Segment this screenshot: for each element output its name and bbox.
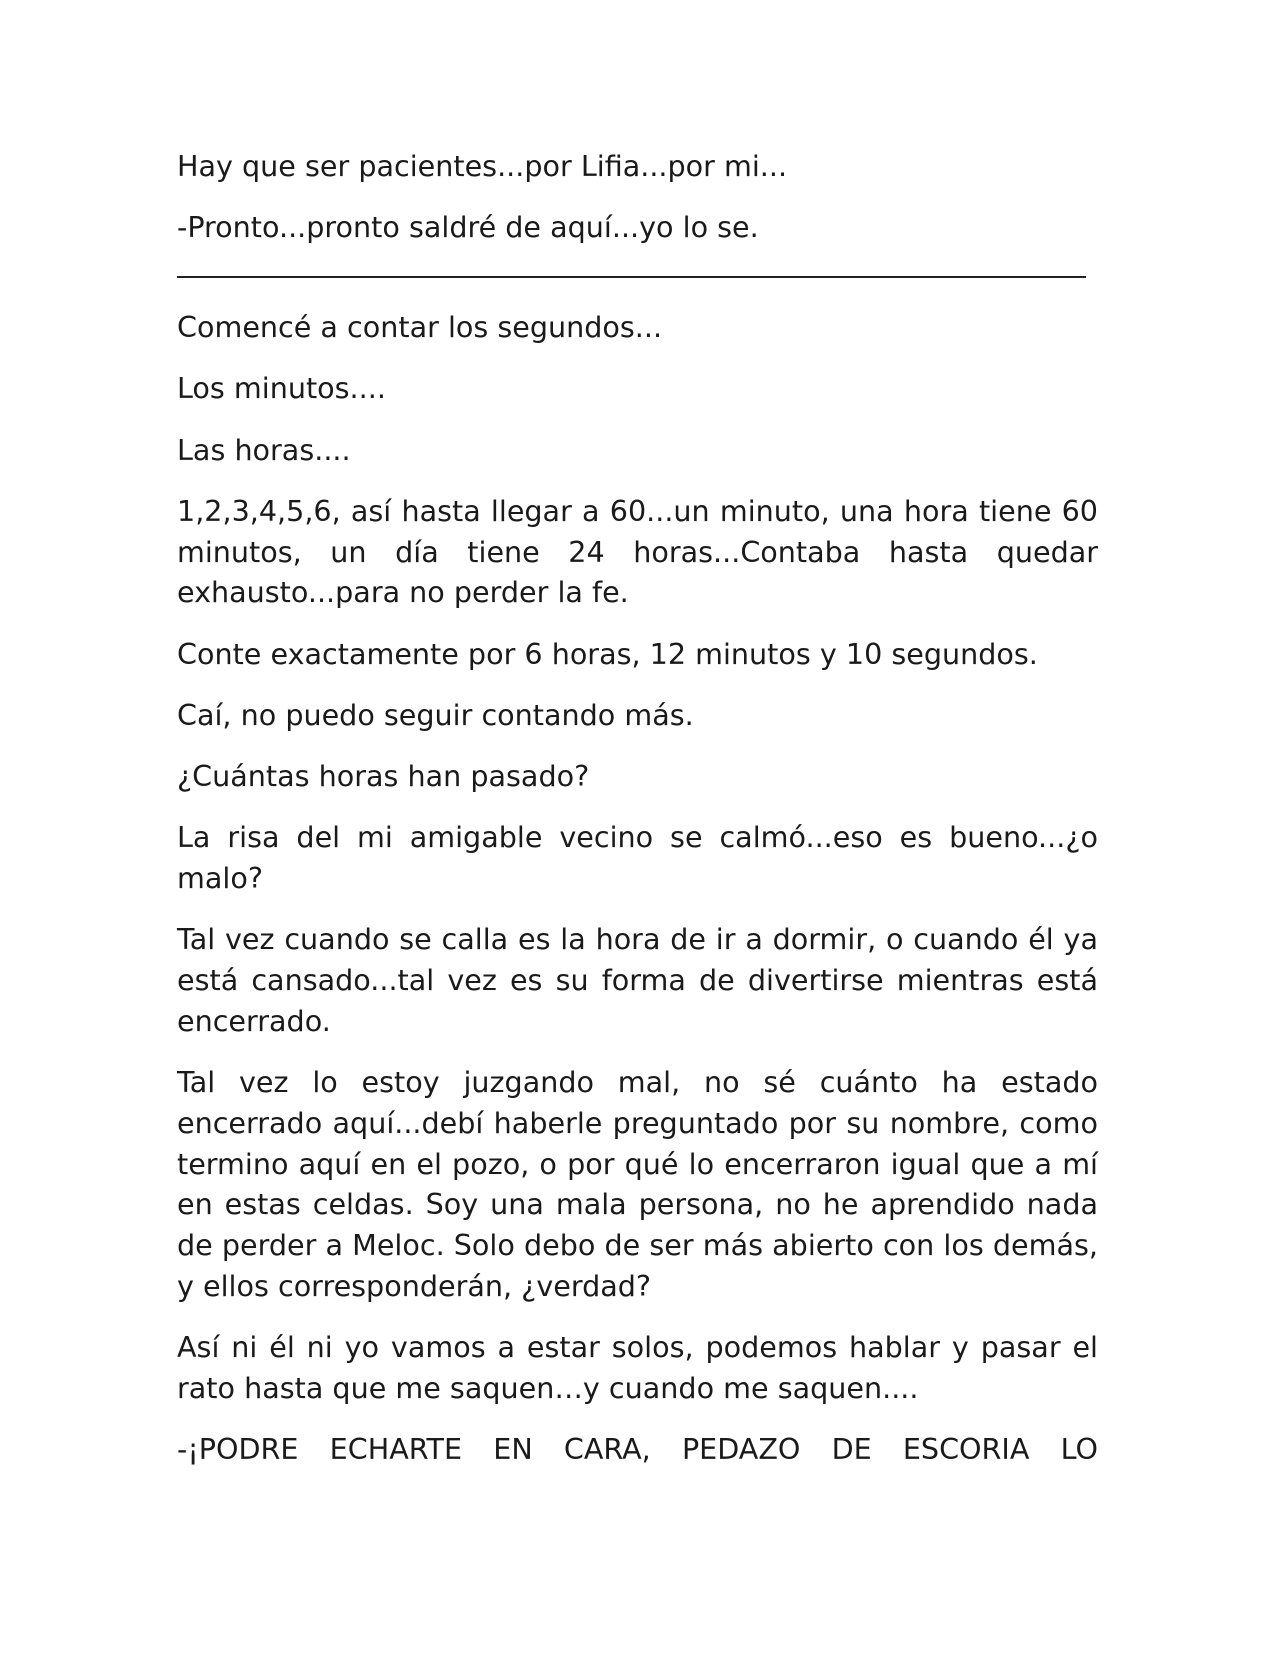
paragraph: Hay que ser pacientes...por Lifia...por mi... [177,149,788,183]
paragraph: 1,2,3,4,5,6, así hasta llegar a 60...un minuto, una hora tiene 60 minutos, un día tiene 24 horas...Contaba hasta quedar exhausto...para no perder la fe. [177,493,1098,610]
paragraph: La risa del mi amigable vecino se calmó...eso es bueno...¿o malo? [177,820,1098,896]
paragraph: Tal vez lo estoy juzgando mal, no sé cuánto ha estado encerrado aquí...debí haberle preguntado por su nombre, como termino aquí en el pozo, o por qué lo encerraron igual que a mí en estas celdas. Soy una mala persona, no he aprendido nada de perder a Meloc. Solo debo de ser más abierto con los demás, y ellos corresponderán, ¿verdad? [177,1065,1098,1303]
paragraph: Comencé a contar los segundos... [177,310,663,344]
paragraph: Las horas.... [177,432,351,467]
paragraph: Los minutos.... [177,371,386,406]
paragraph: Tal vez cuando se calla es la hora de ir a dormir, o cuando él ya está cansado...tal vez es su forma de divertirse mientras está encerrado. [177,922,1098,1038]
paragraph: ¿Cuántas horas han pasado? [177,759,590,794]
document-page [177,146,1098,1490]
paragraph-continued: -¡PODRE ECHARTE EN CARA, PEDAZO DE ESCORIA LO [177,1432,1098,1466]
paragraph: Así ni él ni yo vamos a estar solos, podemos hablar y pasar el rato hasta que me saquen…y cuando me saquen.... [177,1330,1098,1405]
paragraph: Conte exactamente por 6 horas, 12 minutos y 10 segundos. [177,636,1038,671]
paragraph: Caí, no puedo seguir contando más. [177,697,694,732]
paragraph: -Pronto...pronto saldré de aquí...yo lo se. [177,210,759,245]
horizontal-divider [177,276,1086,278]
